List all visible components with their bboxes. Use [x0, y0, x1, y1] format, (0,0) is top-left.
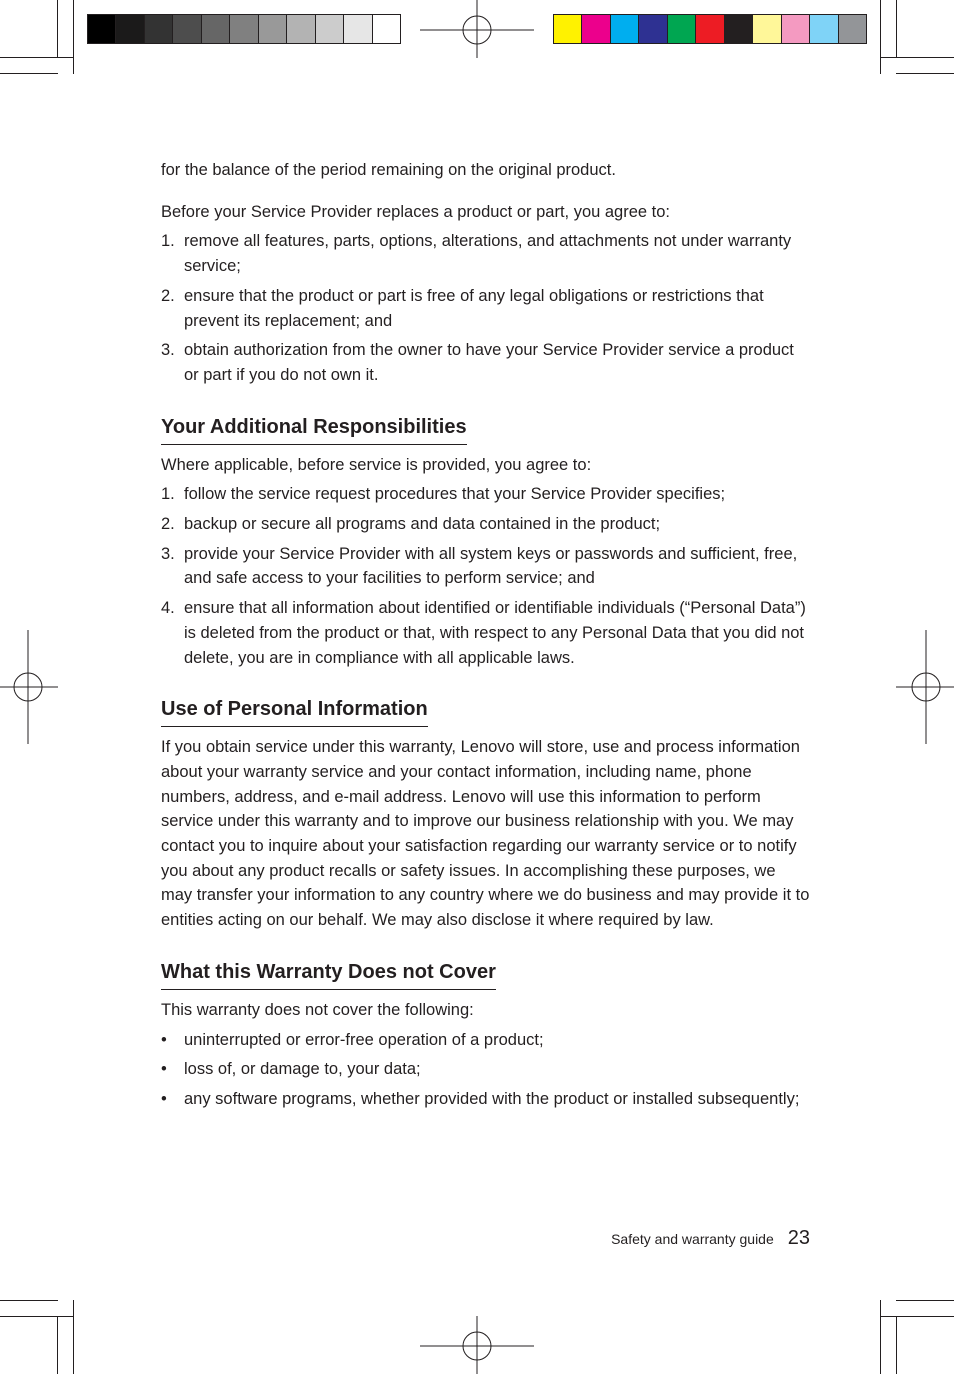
color-swatch: [316, 15, 344, 43]
grayscale-swatch-bar: [87, 14, 401, 44]
list-number: 1.: [161, 232, 175, 251]
crop-mark: [896, 1316, 897, 1374]
list-item: [161, 512, 811, 537]
section-not-covered: [161, 959, 811, 1112]
list-number: 3.: [161, 544, 175, 563]
list-number: 3.: [161, 341, 175, 360]
bullet-icon: •: [161, 1030, 167, 1049]
list-number: 1.: [161, 485, 175, 504]
section-lead: Where applicable, before service is provided, you agree to:: [161, 455, 592, 474]
replacement-conditions-list: [161, 229, 811, 387]
responsibilities-list: [161, 482, 811, 670]
footer-label: Safety and warranty guide: [611, 1231, 774, 1247]
crop-mark: [0, 1300, 58, 1301]
crop-mark: [0, 73, 58, 74]
intro-lead: Before your Service Provider replaces a product or part, you agree to:: [161, 202, 671, 221]
color-swatch: [782, 15, 810, 43]
list-number: 4.: [161, 599, 175, 618]
color-swatch: [639, 15, 667, 43]
color-swatch: [173, 15, 201, 43]
color-swatch: [259, 15, 287, 43]
section-heading: Use of Personal Information: [161, 696, 428, 727]
color-swatch: [582, 15, 610, 43]
list-item-text: any software programs, whether provided with the product or installed subsequently;: [184, 1089, 800, 1108]
crop-mark: [880, 57, 954, 58]
color-swatch: [810, 15, 838, 43]
list-item: [161, 1028, 811, 1053]
crop-mark: [880, 0, 881, 74]
color-swatch: [554, 15, 582, 43]
list-item: [161, 482, 811, 507]
list-item-text: ensure that the product or part is free of any legal obligations or restrictions that prevent its replacement; and: [184, 286, 764, 330]
color-swatch: [344, 15, 372, 43]
color-swatch: [116, 15, 144, 43]
registration-target-right: [896, 630, 954, 744]
registration-target-bottom: [420, 1316, 534, 1374]
crop-mark: [0, 57, 74, 58]
list-item-text: loss of, or damage to, your data;: [184, 1060, 421, 1079]
list-item-text: obtain authorization from the owner to have your Service Provider service a product or part if you do not own it.: [184, 341, 794, 384]
crop-mark: [0, 1316, 74, 1317]
color-swatch: [696, 15, 724, 43]
crop-mark: [880, 1316, 954, 1317]
section-personal-information: [161, 696, 811, 933]
list-item: [161, 1087, 811, 1112]
list-item-text: uninterrupted or error-free operation of a product;: [184, 1030, 544, 1049]
color-swatch: [145, 15, 173, 43]
registration-target-left: [0, 630, 58, 744]
section-heading: Your Additional Responsibilities: [161, 414, 467, 445]
color-swatch: [725, 15, 753, 43]
crop-mark: [73, 0, 74, 74]
color-swatch: [611, 15, 639, 43]
color-swatch: [202, 15, 230, 43]
crop-mark: [896, 73, 954, 74]
list-item: [161, 284, 811, 333]
page-content: [161, 158, 811, 1117]
color-swatch-bar: [553, 14, 867, 44]
registration-target-top: [420, 0, 534, 60]
color-swatch: [753, 15, 781, 43]
color-swatch: [373, 15, 400, 43]
color-swatch: [230, 15, 258, 43]
list-item: [161, 596, 811, 670]
section-body: If you obtain service under this warranty, Lenovo will store, use and process information about your warranty service and your contact information, including name, phone numbers, address, and e-mail address. Lenovo will use this information to perform service under this warranty and to improve our business relationship with you. We may contact you to inquire about your satisfaction regarding our warranty service or to notify you about any product recalls or safety issues. In accomplishing these purposes, we may transfer your information to any country where we do business and may provide it to entities acting on our behalf. We may also disclose it where required by law.: [161, 738, 810, 930]
list-item-text: ensure that all information about identified or identifiable individuals (“Personal Data”) is deleted from the product or that, with respect to any Personal Data that you did not delete, you are in compliance with all applicable laws.: [184, 599, 806, 667]
section-lead: This warranty does not cover the following:: [161, 1000, 474, 1019]
list-number: 2.: [161, 286, 175, 305]
page-footer: [611, 1227, 810, 1250]
page-number: 23: [787, 1227, 810, 1249]
section-heading: What this Warranty Does not Cover: [161, 959, 496, 990]
color-swatch: [668, 15, 696, 43]
list-item: [161, 1057, 811, 1082]
crop-mark: [57, 1316, 58, 1374]
crop-mark: [73, 1300, 74, 1374]
color-swatch: [88, 15, 116, 43]
crop-mark: [896, 1300, 954, 1301]
list-item: [161, 338, 811, 387]
list-item-text: provide your Service Provider with all system keys or passwords and sufficient, free, and safe access to your facilities to perform service; and: [184, 544, 798, 588]
color-swatch: [287, 15, 315, 43]
crop-mark: [880, 1300, 881, 1374]
not-covered-list: [161, 1028, 811, 1112]
continuation-text: for the balance of the period remaining on the original product.: [161, 161, 616, 179]
list-item-text: remove all features, parts, options, alterations, and attachments not under warranty service;: [184, 232, 792, 276]
section-additional-responsibilities: [161, 414, 811, 671]
color-swatch: [839, 15, 866, 43]
list-item: [161, 229, 811, 278]
list-item-text: backup or secure all programs and data contained in the product;: [184, 515, 661, 534]
crop-mark: [57, 0, 58, 58]
bullet-icon: •: [161, 1089, 167, 1108]
list-item: [161, 542, 811, 591]
list-number: 2.: [161, 515, 175, 534]
bullet-icon: •: [161, 1060, 167, 1079]
list-item-text: follow the service request procedures that your Service Provider specifies;: [184, 485, 726, 504]
crop-mark: [896, 0, 897, 58]
